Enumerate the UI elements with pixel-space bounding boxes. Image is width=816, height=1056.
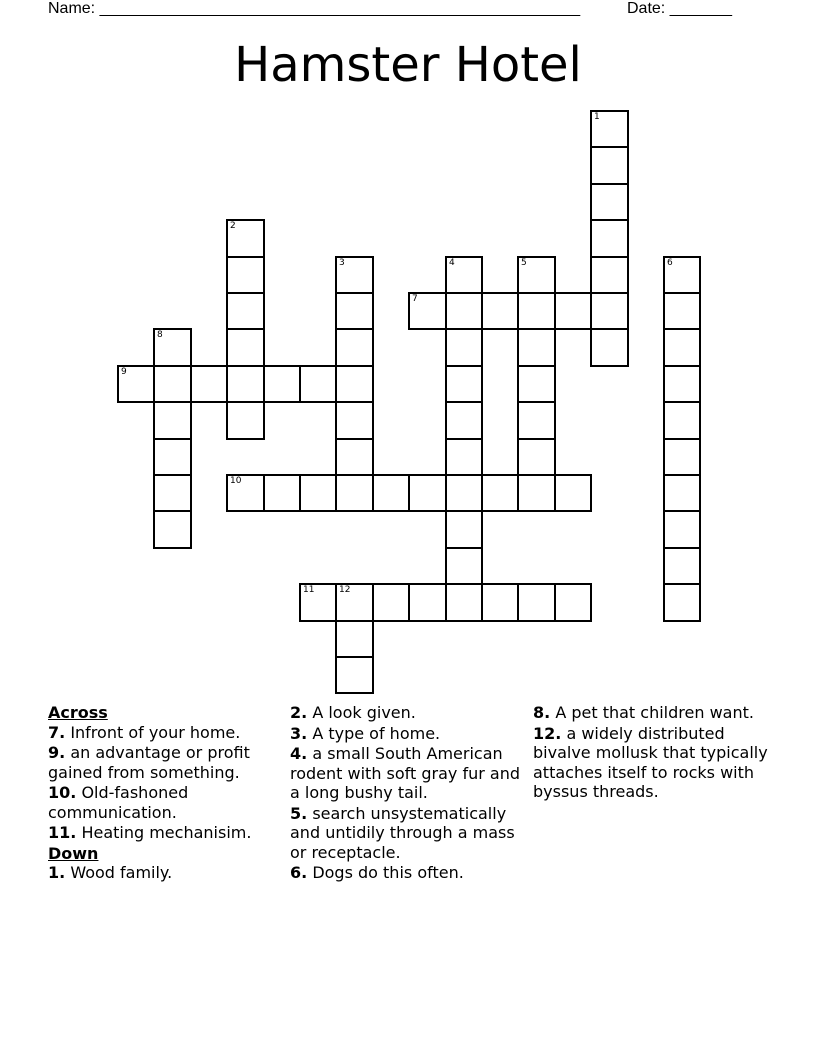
clue-text: a small South American rodent with soft gray fur and a long bushy tail.	[290, 744, 521, 802]
grid-cell[interactable]	[337, 367, 374, 403]
grid-cell[interactable]	[447, 585, 483, 622]
grid-cell[interactable]	[663, 256, 701, 294]
grid-cell[interactable]	[519, 476, 556, 512]
grid-cell[interactable]	[556, 292, 592, 330]
grid-cell[interactable]	[153, 403, 192, 440]
grid-cell[interactable]	[663, 294, 701, 330]
grid-cell[interactable]	[153, 476, 192, 512]
clue-down-2	[290, 703, 528, 723]
clue-across-9	[48, 743, 278, 782]
grid-cell[interactable]	[590, 330, 629, 367]
clues-column-1	[48, 703, 278, 884]
grid-cell[interactable]	[374, 474, 410, 512]
page-title: Hamster Hotel	[234, 37, 582, 93]
grid-cell[interactable]	[335, 440, 374, 476]
clue-text: Dogs do this often.	[312, 863, 464, 882]
clue-number: 12.	[533, 723, 562, 743]
clues-column-2	[290, 703, 528, 884]
clue-down-6	[290, 863, 528, 883]
cell-number: 2	[230, 221, 236, 231]
clue-number: 1.	[48, 863, 66, 882]
grid-cell[interactable]	[483, 474, 519, 512]
grid-cell[interactable]	[117, 365, 155, 403]
grid-cell[interactable]	[663, 440, 701, 476]
clue-number: 9.	[48, 743, 66, 762]
grid-cell[interactable]	[226, 474, 265, 512]
grid-cell[interactable]	[410, 474, 447, 512]
cell-number: 4	[449, 258, 455, 268]
clue-text: Infront of your home.	[70, 722, 241, 742]
clue-text: Wood family.	[70, 863, 173, 882]
grid-cell[interactable]	[590, 110, 629, 148]
clues-column-3	[533, 703, 771, 803]
grid-cell[interactable]	[517, 330, 556, 367]
grid-cell[interactable]	[299, 583, 337, 622]
down-heading: Down	[48, 843, 99, 863]
clue-across-10	[48, 783, 278, 822]
grid-cell[interactable]	[265, 365, 301, 403]
clue-text: A pet that children want.	[555, 703, 754, 722]
cell-number: 11	[303, 585, 315, 595]
clue-number: 2.	[290, 703, 308, 722]
clue-text: an advantage or profit gained from something.	[48, 743, 250, 782]
grid-cell[interactable]	[590, 185, 629, 221]
grid-cell[interactable]	[337, 476, 374, 512]
grid-cell[interactable]	[153, 328, 192, 367]
grid-cell[interactable]	[301, 474, 337, 512]
grid-cell[interactable]	[445, 512, 483, 549]
grid-cell[interactable]	[663, 476, 701, 512]
clue-number: 6.	[290, 863, 308, 882]
clue-down-8	[533, 703, 771, 723]
grid-cell[interactable]	[447, 476, 483, 512]
grid-cell[interactable]	[226, 294, 265, 330]
name-field-label: Name: ______________________________________________________	[48, 0, 581, 17]
across-heading: Across	[48, 703, 108, 722]
clue-text: search unsystematically and untidily through a mass or receptacle.	[290, 803, 515, 862]
clue-number: 10.	[48, 783, 77, 802]
grid-cell[interactable]	[663, 330, 701, 367]
grid-cell[interactable]	[226, 258, 265, 294]
clue-text: A type of home.	[312, 723, 441, 743]
cell-number: 12	[339, 585, 351, 595]
grid-cell[interactable]	[337, 583, 374, 622]
grid-cell[interactable]	[445, 256, 483, 294]
clue-across-11	[48, 823, 278, 843]
grid-cell[interactable]	[335, 403, 374, 440]
grid-cell[interactable]	[374, 583, 410, 622]
grid-cell[interactable]	[445, 403, 483, 440]
clue-down-12	[533, 724, 771, 802]
grid-cell[interactable]	[663, 585, 701, 622]
grid-cell[interactable]	[153, 440, 192, 476]
grid-cell[interactable]	[663, 549, 701, 585]
grid-cell[interactable]	[592, 294, 629, 330]
grid-cell[interactable]	[519, 583, 556, 622]
grid-cell[interactable]	[335, 658, 374, 694]
clue-text: Old-fashoned communication.	[48, 783, 189, 822]
grid-cell[interactable]	[410, 583, 447, 622]
grid-cell[interactable]	[335, 622, 374, 658]
date-field-label: Date: _______	[627, 0, 732, 17]
clue-number: 3.	[290, 723, 308, 743]
clue-number: 5.	[290, 803, 308, 823]
grid-cell[interactable]	[228, 367, 265, 403]
grid-cell[interactable]	[517, 367, 556, 403]
grid-cell[interactable]	[153, 512, 192, 549]
clue-number: 4.	[290, 744, 308, 763]
grid-cell[interactable]	[408, 292, 447, 330]
grid-cell[interactable]	[445, 440, 483, 476]
grid-cell[interactable]	[226, 403, 265, 440]
grid-cell[interactable]	[663, 403, 701, 440]
grid-cell[interactable]	[445, 330, 483, 367]
grid-cell[interactable]	[192, 365, 228, 403]
cell-number: 9	[121, 367, 127, 377]
clue-text: A look given.	[312, 703, 416, 722]
grid-cell[interactable]	[483, 292, 519, 330]
cell-number: 3	[339, 258, 345, 268]
grid-cell[interactable]	[517, 440, 556, 476]
grid-cell[interactable]	[556, 474, 592, 512]
grid-cell[interactable]	[517, 403, 556, 440]
clue-text: Heating mechanisim.	[81, 823, 252, 842]
grid-cell[interactable]	[519, 294, 556, 330]
cell-number: 10	[230, 476, 242, 486]
clue-across-7	[48, 723, 278, 743]
grid-cell[interactable]	[445, 367, 483, 403]
clue-down-4	[290, 744, 528, 803]
grid-cell[interactable]	[155, 367, 192, 403]
grid-cell[interactable]	[265, 474, 301, 512]
clue-down-5	[290, 804, 528, 863]
clue-number: 8.	[533, 703, 551, 722]
grid-cell[interactable]	[445, 549, 483, 585]
grid-cell[interactable]	[335, 330, 374, 367]
grid-cell[interactable]	[517, 256, 556, 294]
clue-down-1	[48, 863, 278, 883]
cell-number: 5	[521, 258, 527, 268]
clue-number: 11.	[48, 823, 77, 842]
grid-cell[interactable]	[301, 365, 337, 403]
grid-cell[interactable]	[590, 221, 629, 258]
grid-cell[interactable]	[335, 256, 374, 294]
grid-cell[interactable]	[335, 294, 374, 330]
grid-cell[interactable]	[590, 258, 629, 294]
clue-number: 7.	[48, 722, 66, 742]
grid-cell[interactable]	[556, 583, 592, 622]
grid-cell[interactable]	[590, 148, 629, 185]
cell-number: 7	[412, 294, 418, 304]
grid-cell[interactable]	[226, 330, 265, 367]
grid-cell[interactable]	[663, 512, 701, 549]
grid-cell[interactable]	[483, 583, 519, 622]
grid-cell[interactable]	[447, 294, 483, 330]
cell-number: 8	[157, 330, 163, 340]
clue-text: a widely distributed bivalve mollusk that typically attaches itself to rocks with byssus threads.	[533, 723, 768, 801]
cell-number: 1	[594, 112, 600, 122]
cell-number: 6	[667, 258, 673, 268]
grid-cell[interactable]	[663, 367, 701, 403]
grid-cell[interactable]	[226, 219, 265, 258]
clue-down-3	[290, 724, 528, 744]
